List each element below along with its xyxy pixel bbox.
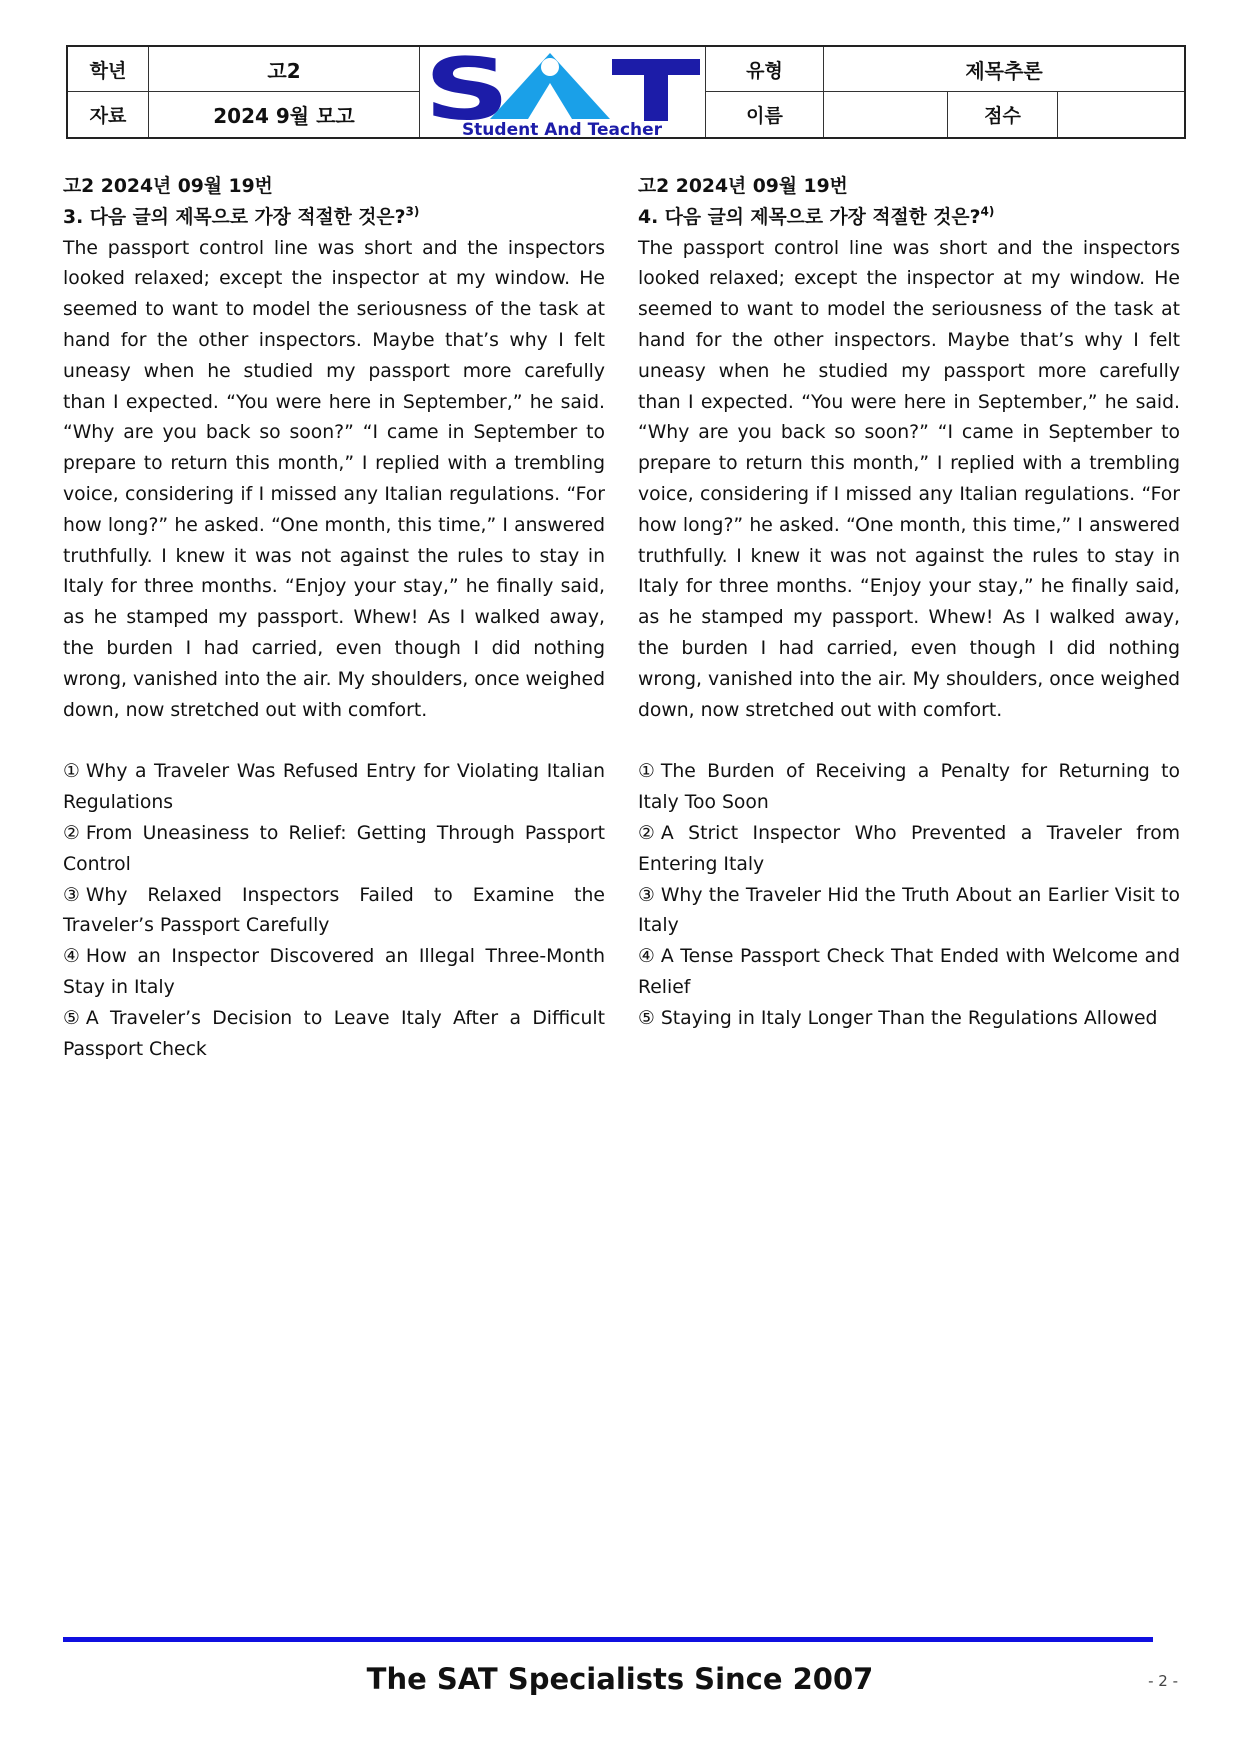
sat-logo-graphic xyxy=(422,49,702,137)
question-title-text: 3. 다음 글의 제목으로 가장 적절한 것은? xyxy=(63,206,406,228)
choice-5[interactable] xyxy=(63,1004,605,1066)
choice-5[interactable] xyxy=(638,1004,1180,1035)
choice-number: ⑤ xyxy=(63,1007,80,1029)
choice-text: Staying in Italy Longer Than the Regulations Allowed xyxy=(660,1007,1158,1029)
choice-2[interactable] xyxy=(63,819,605,881)
choice-number: ② xyxy=(638,822,655,844)
sat-logo xyxy=(420,47,706,137)
choice-text: The Burden of Receiving a Penalty for Returning to Italy Too Soon xyxy=(638,761,1180,814)
footnote-marker: 3) xyxy=(405,204,420,219)
choice-number: ④ xyxy=(638,946,655,968)
choice-2[interactable] xyxy=(638,819,1180,881)
answer-choices xyxy=(63,757,605,1065)
choice-text: A Tense Passport Check That Ended with Welcome and Relief xyxy=(638,946,1180,998)
choice-number: ④ xyxy=(63,946,80,968)
type-value: 제목추론 xyxy=(824,47,1184,92)
name-field[interactable] xyxy=(824,92,948,137)
type-label: 유형 xyxy=(706,47,824,92)
choice-3[interactable] xyxy=(63,881,605,943)
header-table xyxy=(66,45,1186,139)
question-source: 고2 2024년 09월 19번 xyxy=(63,176,273,197)
choice-text: Why a Traveler Was Refused Entry for Violating Italian Regulations xyxy=(63,761,605,814)
question-title xyxy=(63,203,605,234)
question-source: 고2 2024년 09월 19번 xyxy=(638,176,848,197)
question-title xyxy=(638,203,1180,234)
footer-title: The SAT Specialists Since 2007 xyxy=(366,1662,874,1696)
choice-1[interactable] xyxy=(63,757,605,819)
question-3 xyxy=(63,172,605,1065)
material-label: 자료 xyxy=(68,92,149,137)
choice-number: ② xyxy=(63,822,80,844)
choice-4[interactable] xyxy=(63,942,605,1004)
score-field[interactable] xyxy=(1058,92,1184,137)
choice-1[interactable] xyxy=(638,757,1180,819)
footnote-marker: 4) xyxy=(980,204,995,219)
svg-text:S: S xyxy=(424,49,510,137)
choice-number: ⑤ xyxy=(638,1007,655,1029)
grade-value: 고2 xyxy=(149,47,420,92)
choice-number: ① xyxy=(63,761,80,783)
choice-text: Why Relaxed Inspectors Failed to Examine the Traveler’s Passport Carefully xyxy=(63,884,605,937)
choice-text: From Uneasiness to Relief: Getting Through Passport Control xyxy=(63,822,605,875)
passage: The passport control line was short and the inspectors looked relaxed; except the inspector at my window. He seemed to want to model the seriousness of the task at hand for the other inspectors. Maybe that’s why I felt uneasy when he studied my passport more carefully than I expected. “You were here in September,” he said. “Why are you back so soon?” “I came in September to prepare to return this month,” I replied with a trembling voice, considering if I missed any Italian regulations. “For how long?” he asked. “One month, this time,” I answered truthfully. I knew it was not against the rules to stay in Italy for three months. “Enjoy your stay,” he finally said, as he stamped my passport. Whew! As I walked away, the burden I had carried, even though I did nothing wrong, vanished into the air. My shoulders, once weighed down, now stretched out with comfort. xyxy=(63,237,605,721)
choice-text: How an Inspector Discovered an Illegal Three-Month Stay in Italy xyxy=(63,946,605,998)
choice-number: ③ xyxy=(638,884,655,906)
question-4 xyxy=(638,172,1180,1035)
choice-text: A Traveler’s Decision to Leave Italy After a Difficult Passport Check xyxy=(63,1007,605,1060)
page-number: - 2 - xyxy=(1148,1672,1178,1690)
choice-3[interactable] xyxy=(638,881,1180,943)
score-label: 점수 xyxy=(948,92,1058,137)
choice-number: ① xyxy=(638,761,655,783)
choice-text: Why the Traveler Hid the Truth About an Earlier Visit to Italy xyxy=(638,884,1180,937)
question-title-text: 4. 다음 글의 제목으로 가장 적절한 것은? xyxy=(638,206,981,228)
passage: The passport control line was short and the inspectors looked relaxed; except the inspector at my window. He seemed to want to model the seriousness of the task at hand for the other inspectors. Maybe that’s why I felt uneasy when he studied my passport more carefully than I expected. “You were here in September,” he said. “Why are you back so soon?” “I came in September to prepare to return this month,” I replied with a trembling voice, considering if I missed any Italian regulations. “For how long?” he asked. “One month, this time,” I answered truthfully. I knew it was not against the rules to stay in Italy for three months. “Enjoy your stay,” he finally said, as he stamped my passport. Whew! As I walked away, the burden I had carried, even though I did nothing wrong, vanished into the air. My shoulders, once weighed down, now stretched out with comfort. xyxy=(638,237,1180,721)
footer-rule xyxy=(63,1637,1153,1642)
answer-choices xyxy=(638,757,1180,1034)
choice-4[interactable] xyxy=(638,942,1180,1004)
name-label: 이름 xyxy=(706,92,824,137)
choice-number: ③ xyxy=(63,884,80,906)
choice-text: A Strict Inspector Who Prevented a Traveler from Entering Italy xyxy=(638,822,1180,875)
grade-label: 학년 xyxy=(68,47,149,92)
logo-tagline: Student And Teacher xyxy=(461,120,663,137)
material-value: 2024 9월 모고 xyxy=(149,92,420,137)
